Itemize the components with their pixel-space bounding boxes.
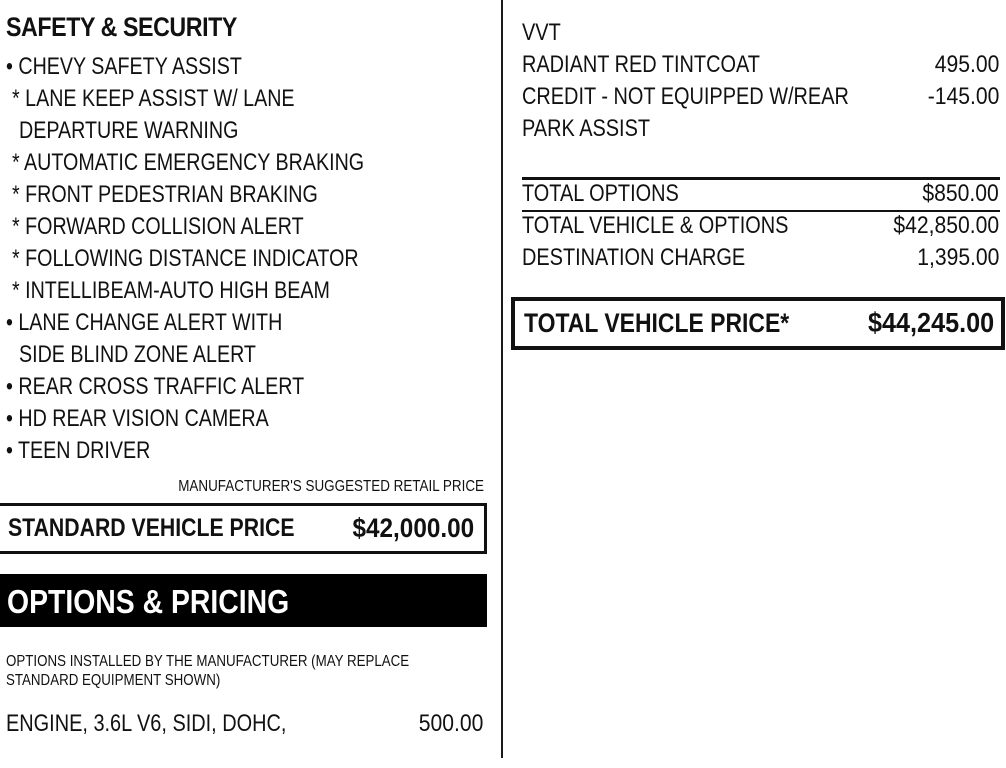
- total-options-value: $850.00: [922, 180, 999, 207]
- standard-price-box: [0, 503, 487, 554]
- feature-item: • TEEN DRIVER: [6, 437, 151, 464]
- column-divider: [501, 0, 503, 758]
- option-row-price: -145.00: [927, 83, 999, 110]
- destination-charge-value: 1,395.00: [916, 244, 999, 271]
- feature-item: SIDE BLIND ZONE ALERT: [19, 341, 256, 368]
- total-vehicle-price-value: $44,245.00: [867, 307, 994, 338]
- option-engine-price: 500.00: [418, 710, 483, 737]
- total-options-label: TOTAL OPTIONS: [522, 180, 679, 207]
- options-note: OPTIONS INSTALLED BY THE MANUFACTURER (MAY REPLACE STANDARD EQUIPMENT SHOWN): [6, 653, 410, 689]
- feature-item: • CHEVY SAFETY ASSIST: [6, 53, 242, 80]
- option-row-label: RADIANT RED TINTCOAT: [522, 51, 760, 78]
- feature-item: * INTELLIBEAM-AUTO HIGH BEAM: [12, 277, 330, 304]
- feature-item: * FOLLOWING DISTANCE INDICATOR: [12, 245, 359, 272]
- msrp-label: MANUFACTURER'S SUGGESTED RETAIL PRICE: [178, 478, 484, 495]
- feature-item: • HD REAR VISION CAMERA: [6, 405, 269, 432]
- total-vehicle-options-label: TOTAL VEHICLE & OPTIONS: [522, 212, 789, 239]
- option-row-label: CREDIT - NOT EQUIPPED W/REAR: [522, 83, 849, 110]
- options-pricing-header: [0, 574, 487, 627]
- options-pricing-title: OPTIONS & PRICING: [7, 583, 290, 620]
- feature-item: * FRONT PEDESTRIAN BRAKING: [12, 181, 318, 208]
- standard-price-label: STANDARD VEHICLE PRICE: [8, 514, 295, 542]
- feature-item: • LANE CHANGE ALERT WITH: [6, 309, 283, 336]
- feature-item: DEPARTURE WARNING: [19, 117, 239, 144]
- feature-item: * LANE KEEP ASSIST W/ LANE: [12, 85, 295, 112]
- feature-item: • REAR CROSS TRAFFIC ALERT: [6, 373, 305, 400]
- option-engine-continued: VVT: [522, 19, 561, 46]
- total-vehicle-price-box: [511, 297, 1005, 350]
- total-vehicle-options-value: $42,850.00: [893, 212, 999, 239]
- option-row-label: PARK ASSIST: [522, 115, 651, 142]
- safety-security-heading: SAFETY & SECURITY: [6, 12, 237, 42]
- total-vehicle-price-label: TOTAL VEHICLE PRICE*: [524, 308, 790, 338]
- option-engine-label: ENGINE, 3.6L V6, SIDI, DOHC,: [6, 710, 287, 737]
- feature-item: * AUTOMATIC EMERGENCY BRAKING: [12, 149, 365, 176]
- destination-charge-label: DESTINATION CHARGE: [522, 244, 746, 271]
- standard-price-value: $42,000.00: [352, 513, 474, 543]
- feature-item: * FORWARD COLLISION ALERT: [12, 213, 304, 240]
- option-row-price: 495.00: [934, 51, 999, 78]
